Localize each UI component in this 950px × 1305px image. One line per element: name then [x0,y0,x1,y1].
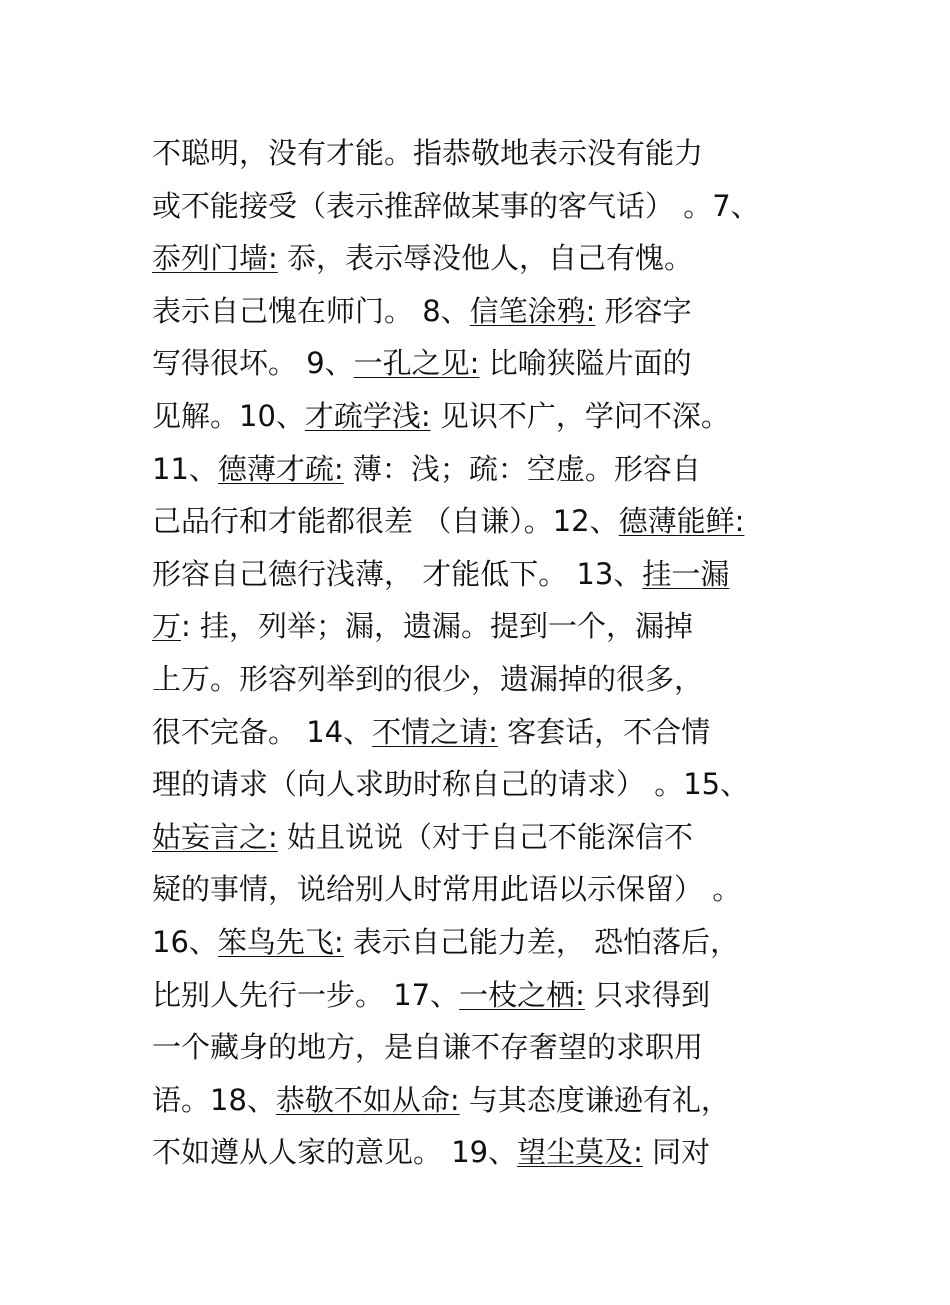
idiom-term: 一枝之栖: [459,978,585,1012]
text-line [152,606,802,646]
text-segment: 不聪明，没有才能。指恭敬地表示没有能力 [152,136,704,170]
text-line [152,238,802,278]
text-segment: 姑且说说（对于自己不能深信不 [277,820,694,854]
text-line [152,343,802,383]
text-segment: 疑的事情，说给别人时常用此语以示保留） 。 [152,872,742,906]
text-segment: 己品行和才能都很差 （自谦）。12、 [152,504,619,538]
text-segment: 形容自己德行浅薄， 才能低下。 13、 [152,557,643,591]
text-segment: 不如遵从人家的意见。 19、 [152,1135,518,1169]
text-line [152,291,802,331]
text-line [152,817,802,857]
text-line [152,975,802,1015]
idiom-term: 恭敬不如从命: [275,1083,460,1117]
text-segment: 很不完备。 14、 [152,715,373,749]
text-segment: 写得很坏。 9、 [152,346,354,380]
text-line [152,501,802,541]
text-segment: 忝，表示辱没他人，自己有愧。 [277,241,694,275]
text-line [152,922,802,962]
idiom-term: 笨鸟先飞: [217,925,344,959]
text-line [152,1132,802,1172]
idiom-term: 一孔之见: [353,346,480,380]
text-line [152,659,802,699]
idiom-term: 望尘莫及: [517,1135,643,1169]
text-segment: 理的请求（向人求助时称自己的请求） 。15、 [152,767,750,801]
text-line [152,186,802,226]
text-segment: 一个藏身的地方，是自谦不存奢望的求职用 [152,1030,704,1064]
text-segment: 11、 [152,452,218,486]
text-segment: 见识不广，学问不深。 [430,399,730,433]
text-line [152,554,802,594]
text-segment: 薄：浅；疏：空虚。形容自 [343,452,701,486]
text-segment: 或不能接受（表示推辞做某事的客气话） 。7、 [152,189,760,223]
text-segment: 比喻狭隘片面的 [479,346,692,380]
idiom-term: 姑妄言之: [152,820,278,854]
idiom-term: 才疏学浅: [304,399,431,433]
text-segment: 只求得到 [584,978,711,1012]
text-line [152,712,802,752]
text-segment: 表示自己愧在师门。 8、 [152,294,470,328]
text-segment: 与其态度谦逊有礼， [459,1083,730,1117]
idiom-term: 万 [152,609,182,643]
text-line [152,133,802,173]
text-segment: : 挂，列举；漏，遗漏。提到一个，漏掉 [181,609,694,643]
text-line [152,1027,802,1067]
text-line [152,449,802,489]
text-segment: 客套话，不合情 [497,715,711,749]
text-line [152,764,802,804]
text-line [152,396,802,436]
idiom-term: 德薄才疏: [217,452,344,486]
text-segment: 形容字 [595,294,692,328]
text-segment: 见解。10、 [152,399,305,433]
text-segment: 比别人先行一步。 17、 [152,978,460,1012]
text-segment: 同对 [642,1135,711,1169]
idiom-term: 不情之请: [372,715,498,749]
text-line [152,1080,802,1120]
text-segment: 16、 [152,925,218,959]
text-segment: 表示自己能力差， 恐怕落后， [343,925,740,959]
idiom-term: 挂一漏 [642,557,730,591]
text-segment: 上万。形容列举到的很少，遗漏掉的很多， [152,662,704,696]
idiom-term: 忝列门墙: [152,241,278,275]
text-line [152,869,802,909]
idiom-term: 德薄能鲜: [618,504,745,538]
text-segment: 语。18、 [152,1083,276,1117]
idiom-term: 信笔涂鸦: [469,294,596,328]
